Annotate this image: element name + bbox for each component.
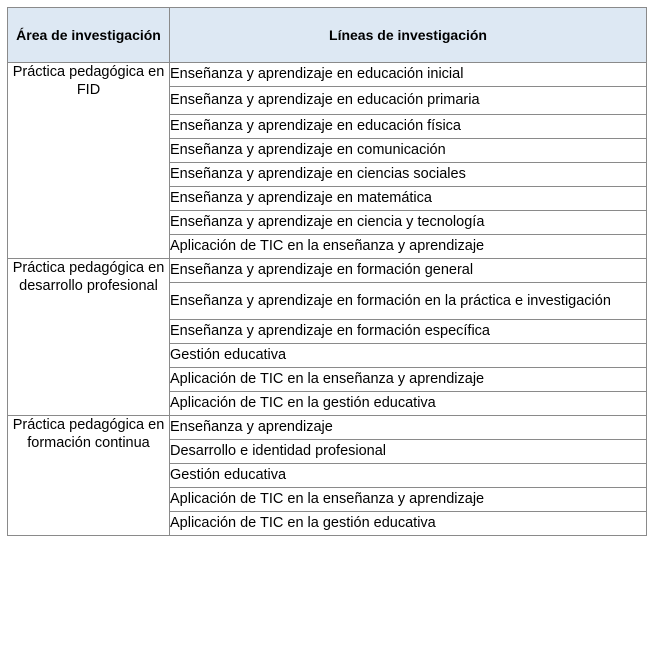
header-lines-label: Líneas de investigación (329, 26, 487, 43)
line-cell: Enseñanza y aprendizaje en comunicación (170, 139, 647, 163)
line-cell: Aplicación de TIC en la enseñanza y aprendizaje (170, 368, 647, 392)
header-area (8, 8, 170, 63)
line-cell: Enseñanza y aprendizaje en ciencia y tecnología (170, 211, 647, 235)
area-cell-fid: Práctica pedagógica en FID (8, 63, 170, 259)
line-cell: Enseñanza y aprendizaje en formación específica (170, 320, 647, 344)
line-cell: Aplicación de TIC en la gestión educativa (170, 512, 647, 536)
line-cell: Enseñanza y aprendizaje en ciencias sociales (170, 163, 647, 187)
research-lines-table (7, 7, 647, 536)
line-cell: Enseñanza y aprendizaje (170, 416, 647, 440)
table-header-row (8, 8, 647, 63)
header-lines (170, 8, 647, 63)
table-row (8, 259, 647, 283)
table-row (8, 416, 647, 440)
line-cell: Aplicación de TIC en la enseñanza y aprendizaje (170, 235, 647, 259)
line-cell: Gestión educativa (170, 464, 647, 488)
line-cell: Desarrollo e identidad profesional (170, 440, 647, 464)
line-cell: Enseñanza y aprendizaje en formación general (170, 259, 647, 283)
line-cell: Enseñanza y aprendizaje en educación primaria (170, 87, 647, 115)
line-cell: Aplicación de TIC en la enseñanza y aprendizaje (170, 488, 647, 512)
header-area-label: Área de investigación (16, 26, 161, 43)
table-row (8, 63, 647, 87)
line-cell: Enseñanza y aprendizaje en educación física (170, 115, 647, 139)
line-cell: Enseñanza y aprendizaje en formación en la práctica e investigación (170, 283, 647, 320)
line-cell: Aplicación de TIC en la gestión educativa (170, 392, 647, 416)
line-cell: Gestión educativa (170, 344, 647, 368)
line-cell: Enseñanza y aprendizaje en matemática (170, 187, 647, 211)
area-cell-desarrollo-profesional: Práctica pedagógica en desarrollo profesional (8, 259, 170, 416)
area-cell-formacion-continua: Práctica pedagógica en formación continua (8, 416, 170, 536)
line-cell: Enseñanza y aprendizaje en educación inicial (170, 63, 647, 87)
